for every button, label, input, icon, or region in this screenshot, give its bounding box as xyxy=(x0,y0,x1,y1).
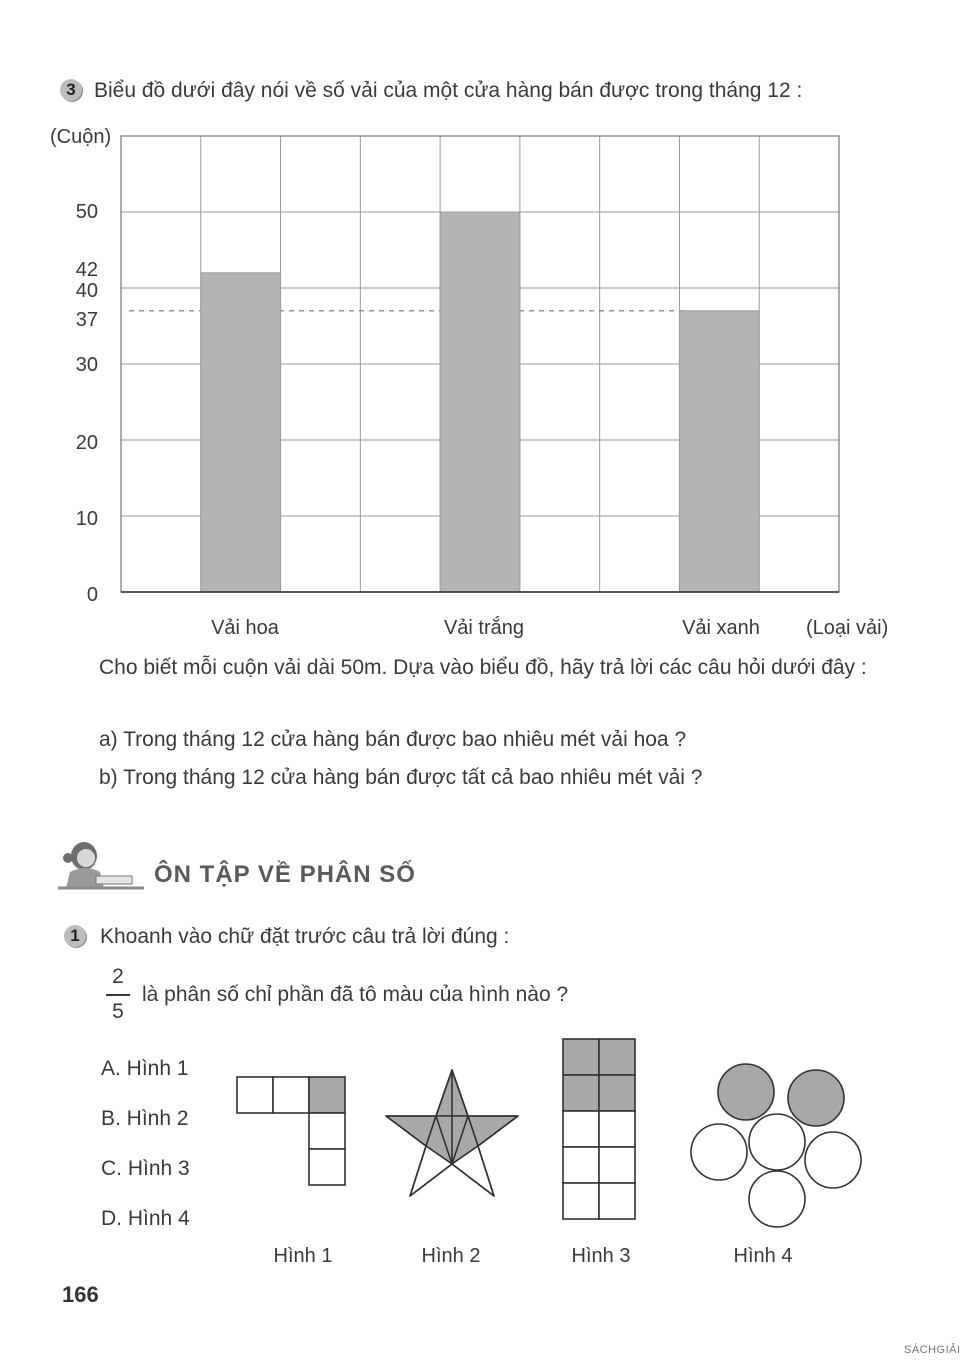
exercise-1-badge: 1 xyxy=(64,925,86,947)
x-axis-unit-label: (Loại vải) xyxy=(806,617,889,639)
watermark: SÁCHGIẢI xyxy=(904,1344,961,1356)
exercise-3-badge: 3 xyxy=(60,79,82,101)
bar-1 xyxy=(201,273,281,592)
chart-y-unit-label: (Cuộn) xyxy=(50,126,112,148)
x-label-vai-trang: Vải trắng xyxy=(443,617,525,639)
exercise-3-question-b: b) Trong tháng 12 cửa hàng bán được tất cả bao nhiêu mét vải ? xyxy=(99,766,703,789)
fraction-denominator: 5 xyxy=(112,1000,124,1023)
bar-2 xyxy=(440,212,520,592)
section-title: ÔN TẬP VỀ PHÂN SỐ xyxy=(154,861,416,888)
page-number: 166 xyxy=(62,1282,99,1307)
x-label-vai-xanh: Vải xanh xyxy=(682,617,760,639)
girl-reading-icon xyxy=(56,836,146,892)
figure-2-label: Hình 2 xyxy=(421,1245,481,1267)
y-tick-42: 42 xyxy=(75,259,98,281)
y-tick-0: 0 xyxy=(86,584,98,606)
figure-3 xyxy=(562,1038,638,1220)
y-tick-10: 10 xyxy=(75,508,98,530)
fraction-bar xyxy=(106,994,130,996)
option-c[interactable]: C. Hình 3 xyxy=(101,1157,190,1180)
figure-1-label: Hình 1 xyxy=(273,1245,333,1267)
y-tick-37: 37 xyxy=(75,309,98,331)
bar-chart xyxy=(0,0,975,620)
exercise-3-title: Biểu đồ dưới đây nói về số vải của một cửa hàng bán được trong tháng 12 : xyxy=(94,79,803,102)
bar-3 xyxy=(679,311,759,592)
figure-4-label: Hình 4 xyxy=(733,1245,793,1267)
figure-4 xyxy=(686,1060,866,1230)
x-label-vai-hoa: Vải hoa xyxy=(211,617,279,639)
exercise-1-instruction: Khoanh vào chữ đặt trước câu trả lời đúng : xyxy=(100,925,510,948)
figure-3-label: Hình 3 xyxy=(571,1245,631,1267)
option-d[interactable]: D. Hình 4 xyxy=(101,1207,190,1230)
y-tick-40: 40 xyxy=(75,280,98,302)
fraction-numerator: 2 xyxy=(112,965,124,988)
exercise-3-note: Cho biết mỗi cuộn vải dài 50m. Dựa vào biểu đồ, hãy trả lời các câu hỏi dưới đây : xyxy=(99,656,867,679)
exercise-1-question: là phân số chỉ phần đã tô màu của hình nào ? xyxy=(142,983,569,1006)
option-b[interactable]: B. Hình 2 xyxy=(101,1107,189,1130)
figure-2 xyxy=(382,1066,522,1200)
y-tick-50: 50 xyxy=(75,201,98,223)
exercise-3-question-a: a) Trong tháng 12 cửa hàng bán được bao nhiêu mét vải hoa ? xyxy=(99,728,687,751)
figure-1 xyxy=(236,1076,350,1188)
option-a[interactable]: A. Hình 1 xyxy=(101,1057,189,1080)
y-tick-30: 30 xyxy=(75,354,98,376)
y-tick-20: 20 xyxy=(75,432,98,454)
